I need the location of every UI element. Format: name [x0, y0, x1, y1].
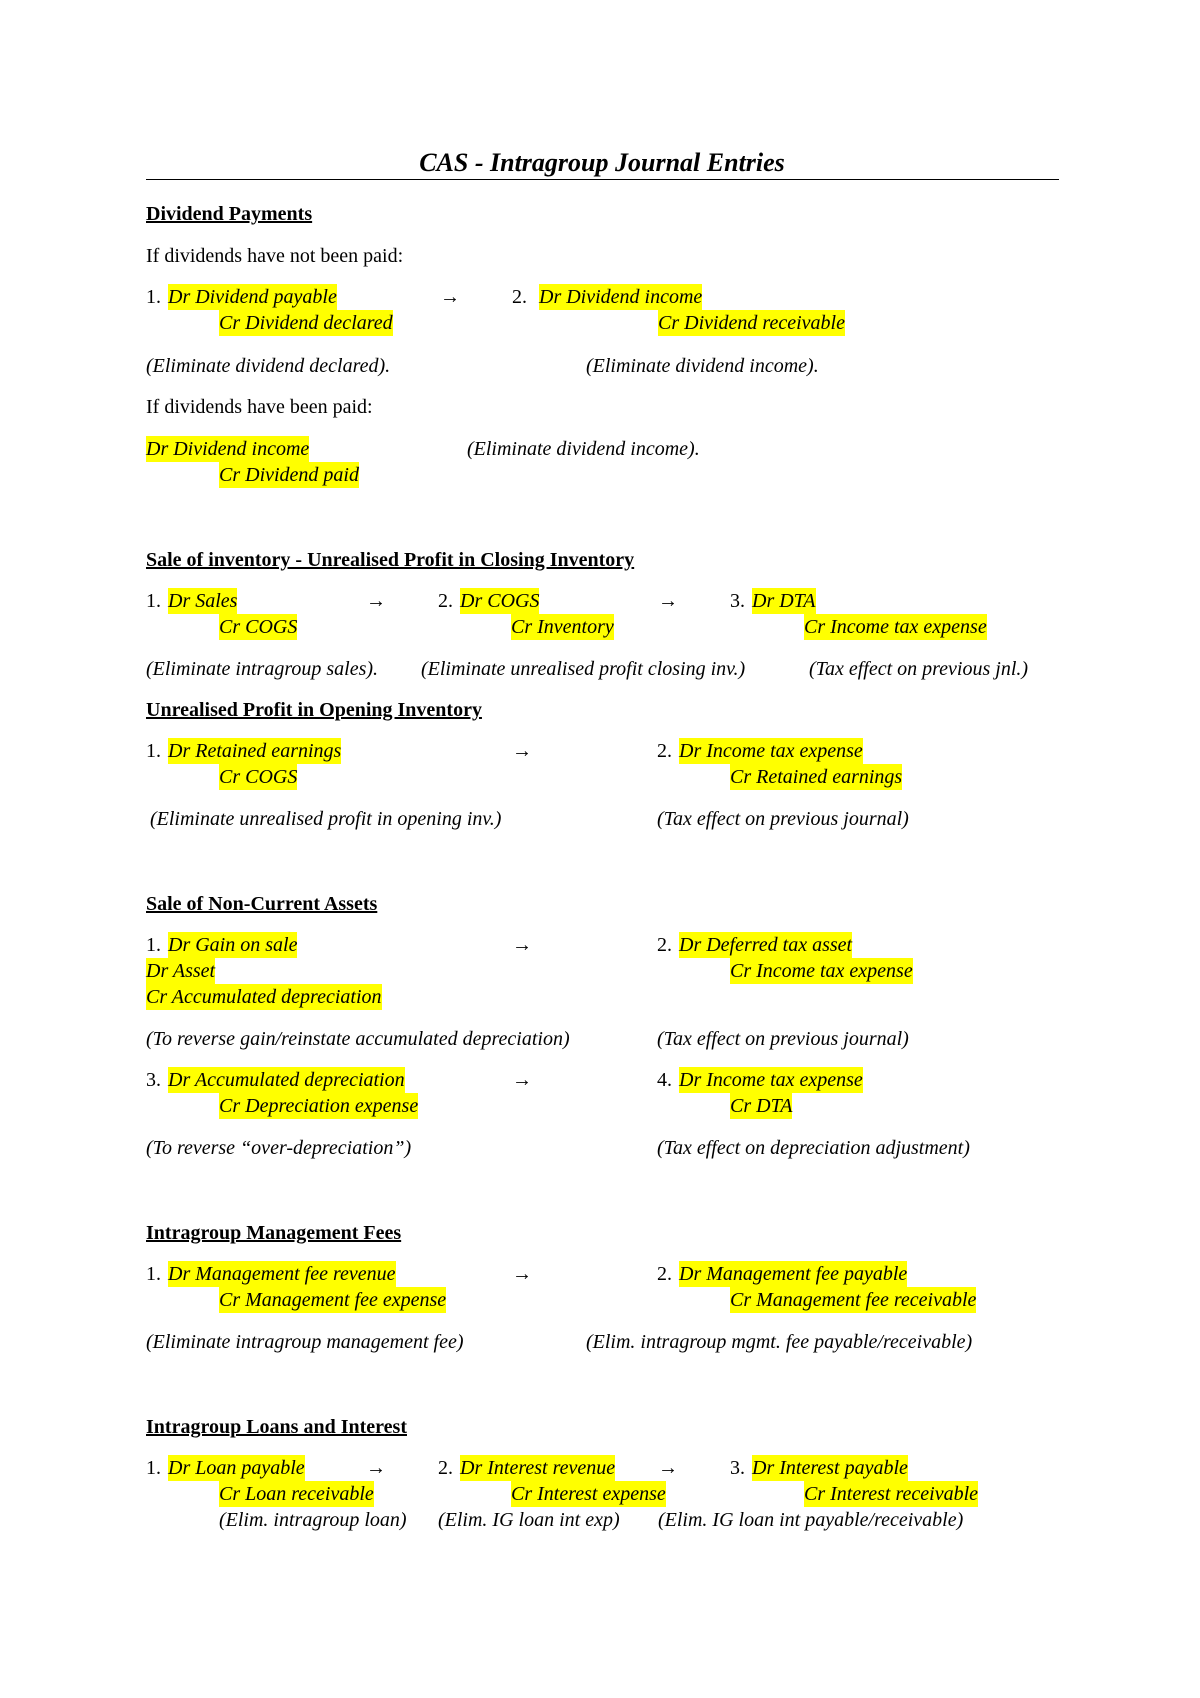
closing-note-1: (Eliminate intragroup sales).: [146, 658, 379, 680]
loan-entry-1-number: 1.: [146, 1457, 161, 1479]
closing-inventory-heading: Sale of inventory - Unrealised Profit in Closing Inventory: [146, 549, 635, 571]
dividend-entry-2-debit: Dr Dividend income: [539, 286, 703, 308]
arrow-icon: →: [440, 286, 460, 308]
dividend-note-2: (Eliminate dividend income).: [586, 355, 819, 377]
non-current-heading: Sale of Non-Current Assets: [146, 893, 378, 915]
closing-entry-3-credit: Cr Income tax expense: [804, 616, 987, 638]
closing-entry-1-debit: Dr Sales: [168, 590, 238, 612]
mgmt-fees-heading: Intragroup Management Fees: [146, 1222, 402, 1244]
arrow-icon: →: [512, 1263, 532, 1285]
loan-entry-2-credit: Cr Interest expense: [511, 1483, 666, 1505]
loan-entry-1-debit: Dr Loan payable: [168, 1457, 305, 1479]
nca-note-3: (To reverse “over-depreciation”): [146, 1137, 412, 1159]
loan-entry-1-credit: Cr Loan receivable: [219, 1483, 374, 1505]
closing-entry-1-credit: Cr COGS: [219, 616, 298, 638]
dividend-entry-2-credit: Cr Dividend receivable: [658, 312, 845, 334]
loans-heading: Intragroup Loans and Interest: [146, 1416, 407, 1438]
closing-note-2: (Eliminate unrealised profit closing inv.): [421, 658, 746, 680]
mgmt-entry-1-credit: Cr Management fee expense: [219, 1289, 447, 1311]
arrow-icon: →: [658, 590, 678, 612]
nca-entry-1-debit: Dr Gain on sale: [168, 934, 298, 956]
loan-note-2: (Elim. IG loan int exp): [438, 1509, 620, 1531]
dividend-heading: Dividend Payments: [146, 203, 313, 225]
dividend-not-paid-label: If dividends have not been paid:: [146, 245, 404, 267]
nca-entry-3-debit: Dr Accumulated depreciation: [168, 1069, 405, 1091]
arrow-icon: →: [366, 1457, 386, 1479]
mgmt-entry-2-number: 2.: [657, 1263, 672, 1285]
opening-entry-1-number: 1.: [146, 740, 161, 762]
closing-entry-3-debit: Dr DTA: [752, 590, 816, 612]
opening-note-2: (Tax effect on previous journal): [657, 808, 909, 830]
nca-entry-3-credit: Cr Depreciation expense: [219, 1095, 419, 1117]
dividend-paid-label: If dividends have been paid:: [146, 396, 373, 418]
mgmt-entry-2-credit: Cr Management fee receivable: [730, 1289, 977, 1311]
nca-entry-1-credit: Cr Accumulated depreciation: [146, 986, 382, 1008]
nca-entry-3-number: 3.: [146, 1069, 161, 1091]
loan-note-1: (Elim. intragroup loan): [219, 1509, 407, 1531]
nca-entry-2-debit: Dr Deferred tax asset: [679, 934, 853, 956]
mgmt-entry-1-debit: Dr Management fee revenue: [168, 1263, 396, 1285]
mgmt-entry-1-number: 1.: [146, 1263, 161, 1285]
dividend-entry-3-credit: Cr Dividend paid: [219, 464, 359, 486]
arrow-icon: →: [512, 1069, 532, 1091]
dividend-entry-1-number: 1.: [146, 286, 161, 308]
dividend-entry-1-credit: Cr Dividend declared: [219, 312, 393, 334]
page-title: CAS - Intragroup Journal Entries: [419, 148, 785, 177]
arrow-icon: →: [512, 934, 532, 956]
closing-entry-1-number: 1.: [146, 590, 161, 612]
arrow-icon: →: [512, 740, 532, 762]
opening-entry-1-credit: Cr COGS: [219, 766, 298, 788]
arrow-icon: →: [658, 1457, 678, 1479]
nca-entry-2-credit: Cr Income tax expense: [730, 960, 913, 982]
nca-note-2: (Tax effect on previous journal): [657, 1028, 909, 1050]
closing-entry-2-credit: Cr Inventory: [511, 616, 614, 638]
mgmt-note-1: (Eliminate intragroup management fee): [146, 1331, 464, 1353]
loan-entry-3-number: 3.: [730, 1457, 745, 1479]
loan-entry-3-credit: Cr Interest receivable: [804, 1483, 979, 1505]
dividend-entry-3-debit: Dr Dividend income: [146, 438, 310, 460]
nca-entry-1-number: 1.: [146, 934, 161, 956]
nca-entry-2-number: 2.: [657, 934, 672, 956]
closing-entry-2-number: 2.: [438, 590, 453, 612]
opening-entry-2-debit: Dr Income tax expense: [679, 740, 863, 762]
closing-entry-2-debit: Dr COGS: [460, 590, 540, 612]
loan-entry-3-debit: Dr Interest payable: [752, 1457, 908, 1479]
mgmt-note-2: (Elim. intragroup mgmt. fee payable/receivable): [586, 1331, 973, 1353]
nca-entry-4-credit: Cr DTA: [730, 1095, 793, 1117]
nca-entry-4-debit: Dr Income tax expense: [679, 1069, 863, 1091]
opening-entry-2-credit: Cr Retained earnings: [730, 766, 903, 788]
dividend-entry-1-debit: Dr Dividend payable: [168, 286, 337, 308]
closing-note-3: (Tax effect on previous jnl.): [809, 658, 1029, 680]
mgmt-entry-2-debit: Dr Management fee payable: [679, 1263, 908, 1285]
nca-entry-4-number: 4.: [657, 1069, 672, 1091]
dividend-note-1: (Eliminate dividend declared).: [146, 355, 391, 377]
nca-note-4: (Tax effect on depreciation adjustment): [657, 1137, 970, 1159]
opening-note-1: (Eliminate unrealised profit in opening inv.): [150, 808, 502, 830]
closing-entry-3-number: 3.: [730, 590, 745, 612]
loan-entry-2-debit: Dr Interest revenue: [460, 1457, 616, 1479]
title-rule: [146, 179, 1059, 180]
arrow-icon: →: [366, 590, 386, 612]
opening-inventory-heading: Unrealised Profit in Opening Inventory: [146, 699, 482, 721]
dividend-note-3: (Eliminate dividend income).: [467, 438, 700, 460]
loan-note-3: (Elim. IG loan int payable/receivable): [658, 1509, 964, 1531]
nca-entry-1-debit-2: Dr Asset: [146, 960, 216, 982]
dividend-entry-2-number: 2.: [512, 286, 527, 308]
nca-note-1: (To reverse gain/reinstate accumulated depreciation): [146, 1028, 570, 1050]
opening-entry-1-debit: Dr Retained earnings: [168, 740, 342, 762]
opening-entry-2-number: 2.: [657, 740, 672, 762]
loan-entry-2-number: 2.: [438, 1457, 453, 1479]
